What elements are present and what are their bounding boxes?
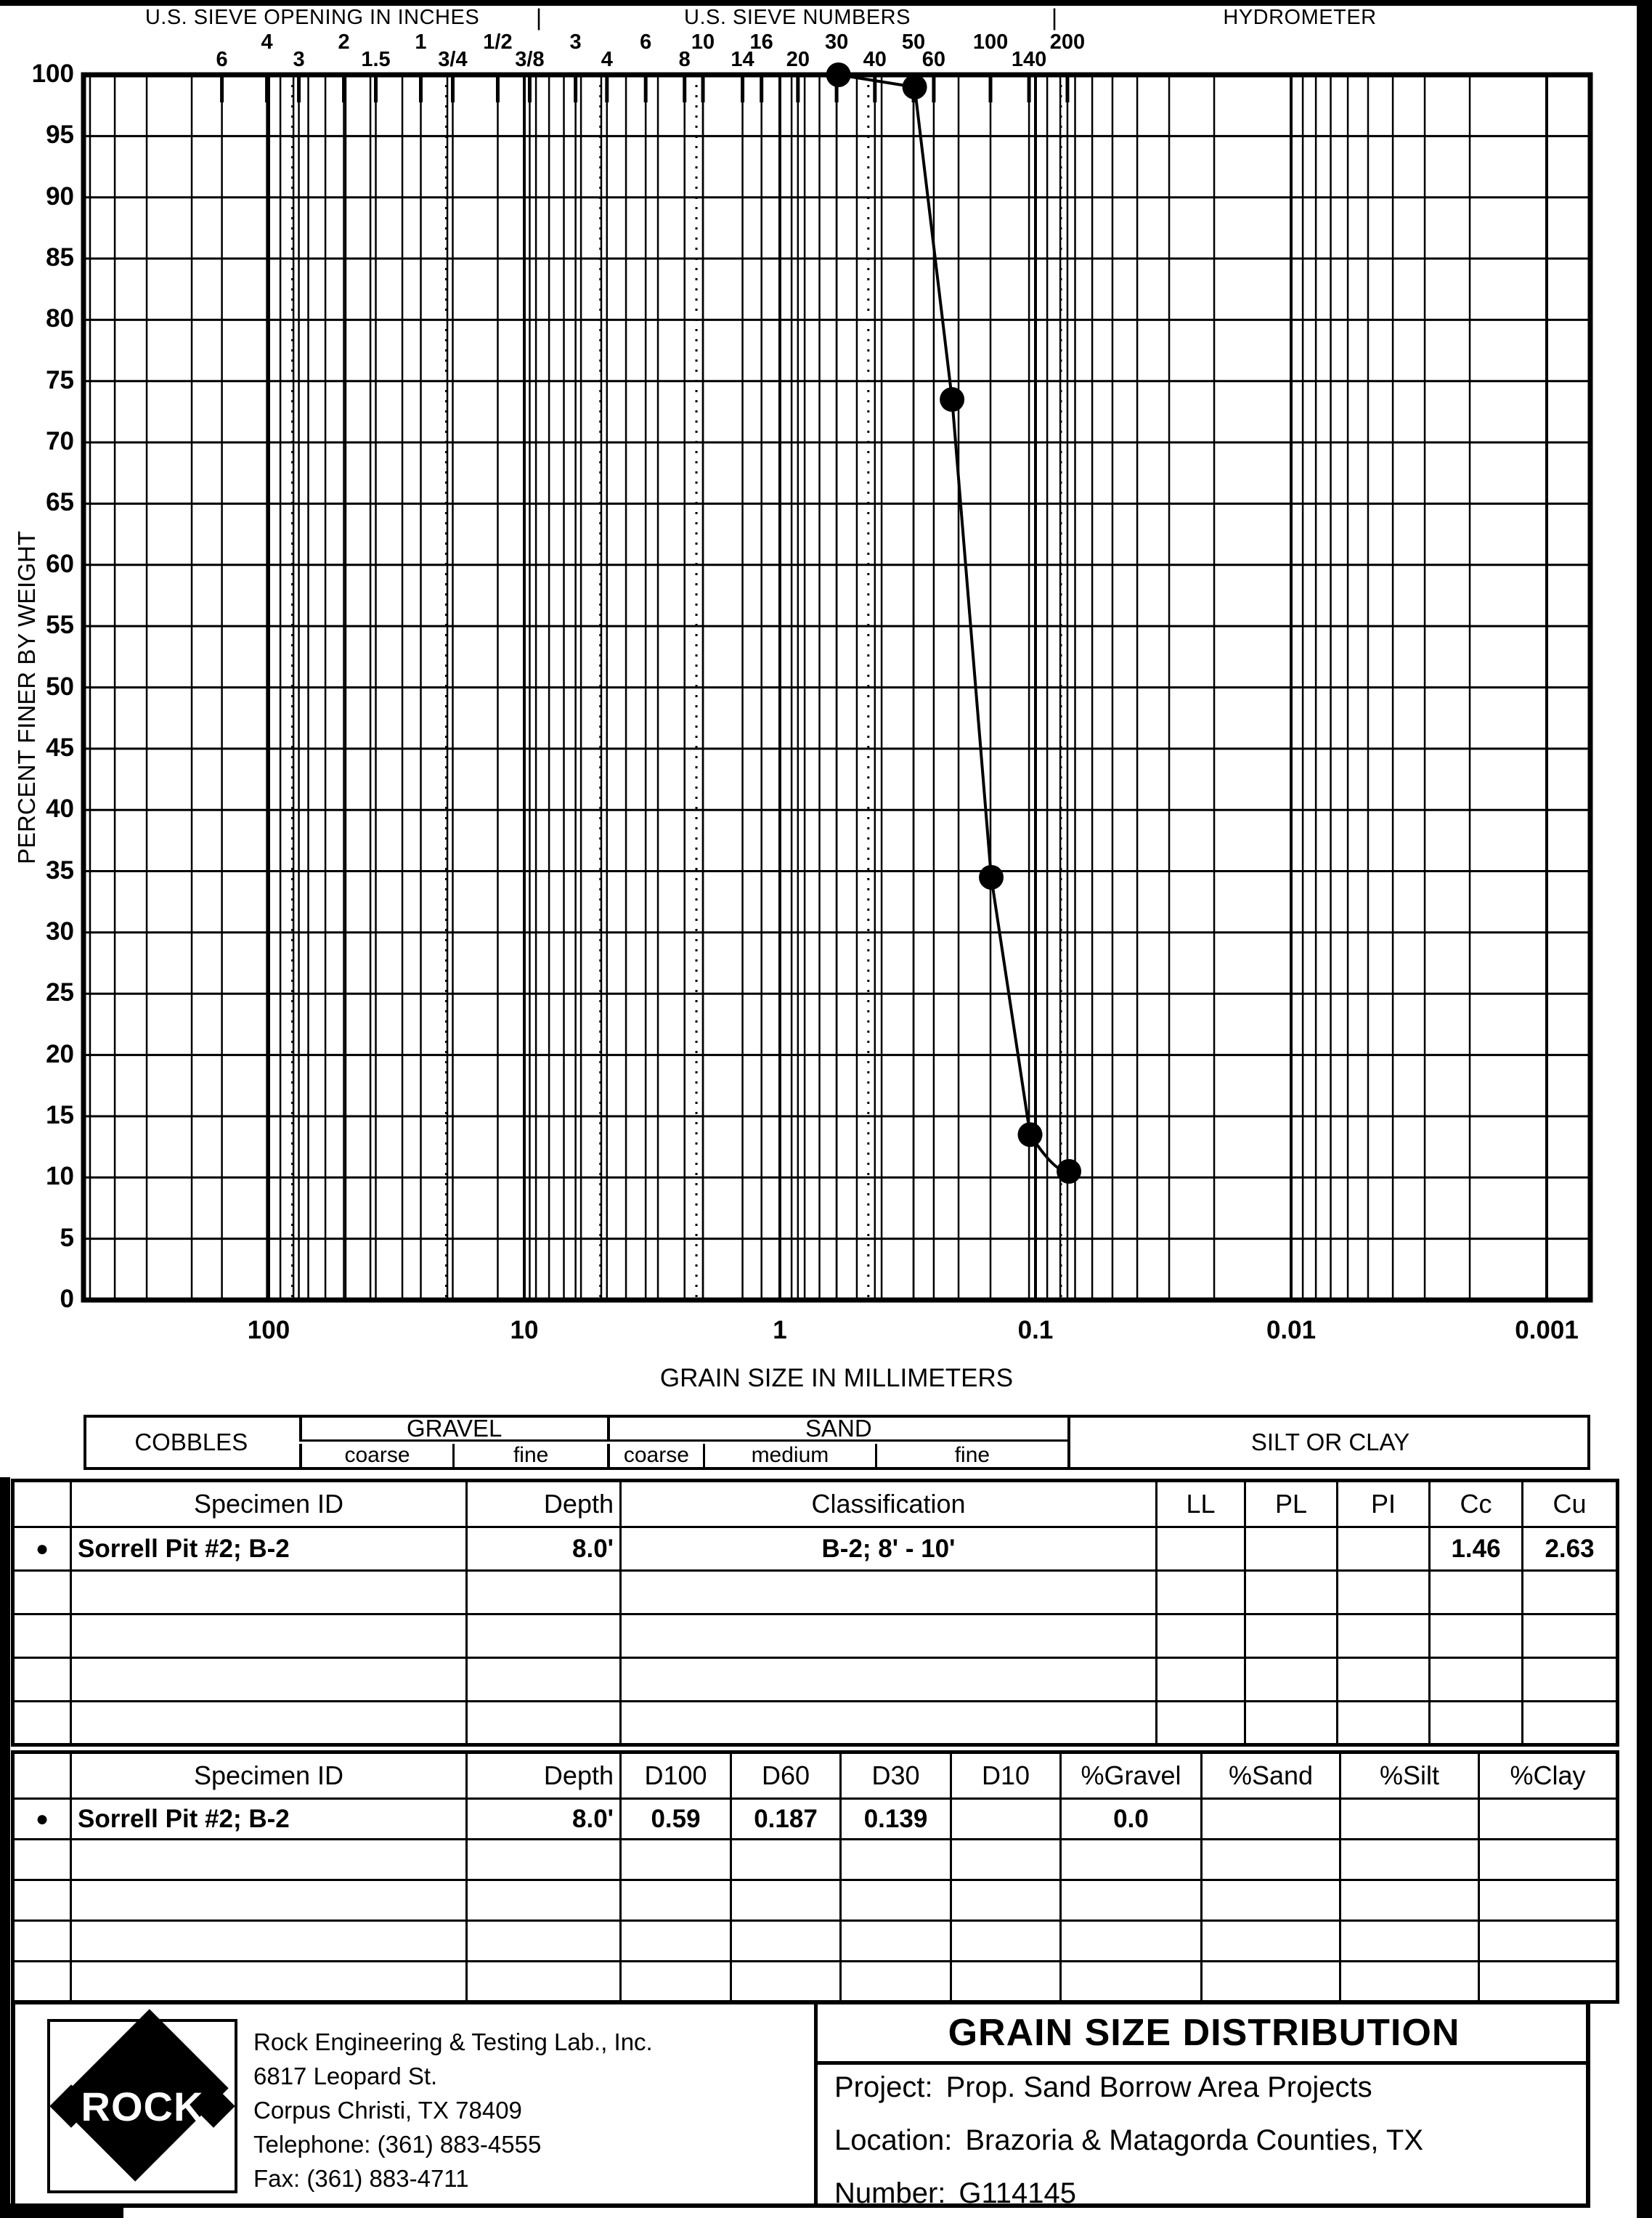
project-label: Project: [834,2071,933,2103]
sieve-size-label: 4 [261,31,273,54]
y-axis-tick-label: 45 [46,733,74,762]
table-cell: ● [13,1799,71,1840]
company-info-line: Corpus Christi, TX 78409 [253,2097,522,2124]
x-axis-tick-label: 0.001 [1515,1316,1579,1344]
y-axis-tick-label: 90 [46,182,74,211]
sieve-size-label: 50 [901,31,926,54]
table-row [13,1962,1618,2002]
table-cell [1338,1658,1430,1702]
number-label: Number: [834,2177,946,2209]
y-axis-tick-label: 25 [46,978,74,1007]
table-cell [951,1799,1061,1840]
table-cell [1479,1921,1618,1962]
scan-artifact-left-edge [0,1477,10,2218]
table-header-row [13,1481,1618,1527]
table-cell [1338,1702,1430,1745]
table-cell [71,1614,467,1658]
data-point [940,387,964,412]
classification-cell: coarse [299,1444,453,1467]
table-cell [13,1614,71,1658]
y-axis-tick-label: 60 [46,549,74,578]
number-field [834,2177,1076,2210]
sieve-size-label: 40 [863,48,887,71]
table-cell [467,1840,621,1880]
table-row [13,1571,1618,1614]
table-row [13,1799,1618,1840]
header-separator-1: | [535,4,542,31]
y-axis-tick-label: 65 [46,488,74,517]
x-axis-tick-label: 100 [247,1316,290,1344]
table-cell: ● [13,1527,71,1571]
table-cell: 0.0 [1061,1799,1202,1840]
column-header: %Gravel [1061,1752,1202,1799]
table-cell [621,1658,1157,1702]
sieve-size-label: 2 [338,31,350,54]
table-cell [1340,1921,1479,1962]
table-cell [1523,1571,1618,1614]
table-cell [1523,1702,1618,1745]
sieve-size-label: 1 [415,31,427,54]
sieve-size-label: 3 [293,48,305,71]
table-cell: 8.0' [467,1799,621,1840]
table-cell [731,1840,841,1880]
title-block [11,2000,1590,2208]
table-cell [951,1962,1061,2002]
column-header [13,1481,71,1527]
y-axis-tick-label: 70 [46,427,74,456]
table-cell [71,1880,467,1921]
table-cell [467,1658,621,1702]
table-cell [621,1880,731,1921]
data-point [1057,1159,1081,1184]
company-info-line: Rock Engineering & Testing Lab., Inc. [253,2028,653,2055]
table-cell: Sorrell Pit #2; B-2 [71,1799,467,1840]
table-cell [467,1880,621,1921]
table-cell: 2.63 [1523,1527,1618,1571]
table-cell [13,1840,71,1880]
us-sieve-inches-title: U.S. SIEVE OPENING IN INCHES [145,6,480,29]
table-cell [1061,1840,1202,1880]
column-header: D30 [841,1752,951,1799]
table-row [13,1658,1618,1702]
table-cell [71,1840,467,1880]
table-cell [1523,1614,1618,1658]
soil-classification-bar [84,1415,1590,1470]
column-header: Depth [467,1752,621,1799]
table-cell [467,1571,621,1614]
column-header [13,1752,71,1799]
classification-cell: GRAVEL [299,1418,607,1442]
y-axis-tick-label: 55 [46,611,74,640]
column-header: %Clay [1479,1752,1618,1799]
us-sieve-numbers-title: U.S. SIEVE NUMBERS [684,6,911,29]
y-axis-tick-label: 0 [60,1285,74,1313]
logo-text: ROCK [81,2083,204,2129]
table-cell [1245,1702,1338,1745]
sieve-size-label: 6 [640,31,652,54]
sieve-size-label: 4 [601,48,613,71]
x-axis-tick-label: 1 [773,1316,787,1344]
sieve-size-label: 8 [678,48,691,71]
column-header: PI [1338,1481,1430,1527]
data-point [979,865,1004,890]
table-cell: 8.0' [467,1527,621,1571]
y-axis-tick-label: 95 [46,121,74,150]
table-cell [1479,1880,1618,1921]
company-info-line: Fax: (361) 883-4711 [253,2165,469,2192]
table-cell [1202,1880,1340,1921]
sieve-size-label: 3/4 [438,48,468,71]
company-info-line: 6817 Leopard St. [253,2063,438,2089]
y-axis-tick-label: 85 [46,243,74,272]
table-cell [621,1571,1157,1614]
table-cell [71,1571,467,1614]
sieve-size-label: 100 [972,31,1009,54]
table-cell [1157,1527,1245,1571]
header-separator-2: | [1051,4,1058,31]
table-cell [1340,1962,1479,2002]
sieve-size-label: 1/2 [483,31,513,54]
table-cell [841,1962,951,2002]
location-label: Location: [834,2124,953,2156]
classification-cell: medium [703,1444,875,1467]
y-axis-tick-label: 10 [46,1162,74,1191]
y-axis-tick-label: 35 [46,856,74,885]
table-cell [1340,1799,1479,1840]
x-axis-tick-label: 0.1 [1017,1316,1054,1344]
column-header: Cc [1430,1481,1523,1527]
column-header: D60 [731,1752,841,1799]
table-cell [467,1962,621,2002]
table-cell [1338,1527,1430,1571]
y-axis-title: PERCENT FINER BY WEIGHT [13,530,40,864]
y-axis-tick-label: 75 [46,365,74,394]
table-cell [621,1840,731,1880]
column-header: PL [1245,1481,1338,1527]
data-point [903,75,927,99]
classification-cell: SAND [607,1418,1067,1442]
table-cell [1157,1658,1245,1702]
table-cell [1202,1962,1340,2002]
column-header: D10 [951,1752,1061,1799]
table-cell: B-2; 8' - 10' [621,1527,1157,1571]
table-cell [1061,1921,1202,1962]
table-row [13,1702,1618,1745]
x-axis-title: GRAIN SIZE IN MILLIMETERS [659,1364,1014,1392]
column-header: Specimen ID [71,1752,467,1799]
report-title-box [818,2004,1590,2065]
classification-cell: SILT OR CLAY [1067,1418,1590,1467]
sieve-size-label: 1.5 [361,48,391,71]
sieve-size-label: 30 [824,31,849,54]
location-field [834,2124,1423,2157]
specimen-gradation-table [11,1750,1619,2004]
project-field [834,2071,1372,2104]
table-cell [1202,1840,1340,1880]
y-axis-tick-label: 80 [46,304,74,333]
table-cell [841,1880,951,1921]
sieve-size-label: 3 [569,31,582,54]
table-cell [467,1921,621,1962]
table-cell [13,1880,71,1921]
table-cell [1061,1880,1202,1921]
number-value: G114145 [959,2177,1077,2209]
table-cell [731,1921,841,1962]
table-cell [1479,1840,1618,1880]
y-axis-tick-label: 50 [46,672,74,701]
table-cell: 0.139 [841,1799,951,1840]
table-cell [731,1880,841,1921]
table-cell [841,1840,951,1880]
table-cell [71,1962,467,2002]
table-cell [1245,1571,1338,1614]
column-header: Cu [1523,1481,1618,1527]
column-header: %Silt [1340,1752,1479,1799]
specimen-classification-table [11,1479,1619,1747]
table-cell: 0.59 [621,1799,731,1840]
classification-cell: fine [452,1444,606,1467]
table-row [13,1527,1618,1571]
column-header: %Sand [1202,1752,1340,1799]
table-cell [1202,1921,1340,1962]
classification-cell: COBBLES [134,1429,248,1455]
table-cell [13,1921,71,1962]
table-cell [951,1840,1061,1880]
y-axis-tick-label: 30 [46,917,74,946]
table-cell [467,1614,621,1658]
sieve-size-label: 16 [749,31,773,54]
data-point [826,62,851,87]
x-axis-tick-label: 0.01 [1266,1316,1317,1344]
sieve-size-label: 3/8 [515,48,545,71]
table-cell: 0.187 [731,1799,841,1840]
table-cell [951,1880,1061,1921]
table-header-row [13,1752,1618,1799]
project-value: Prop. Sand Borrow Area Projects [945,2071,1372,2103]
sieve-size-label: 10 [691,31,715,54]
hydrometer-title: HYDROMETER [1223,6,1377,29]
table-cell [467,1702,621,1745]
table-cell [1430,1658,1523,1702]
table-cell [951,1921,1061,1962]
sieve-size-label: 140 [1011,48,1047,71]
table-cell [1061,1962,1202,2002]
table-cell [71,1921,467,1962]
table-row [13,1921,1618,1962]
data-point [1018,1122,1043,1147]
table-cell [1202,1799,1340,1840]
table-row [13,1614,1618,1658]
report-title: GRAIN SIZE DISTRIBUTION [948,2012,1460,2054]
table-cell [621,1921,731,1962]
table-cell [1157,1702,1245,1745]
table-cell [731,1962,841,2002]
table-cell [1340,1880,1479,1921]
sieve-size-label: 6 [216,48,228,71]
table-cell [1430,1702,1523,1745]
company-info-line: Telephone: (361) 883-4555 [253,2131,542,2158]
table-cell [13,1658,71,1702]
table-cell [1430,1571,1523,1614]
sieve-size-label: 14 [731,48,754,71]
table-cell [1245,1614,1338,1658]
table-cell [1245,1527,1338,1571]
table-cell [1523,1658,1618,1702]
table-cell [1479,1962,1618,2002]
table-cell: 1.46 [1430,1527,1523,1571]
y-axis-tick-label: 5 [60,1223,74,1252]
column-header: Depth [467,1481,621,1527]
y-axis-tick-label: 40 [46,795,74,824]
table-cell [621,1614,1157,1658]
y-axis-tick-label: 20 [46,1039,74,1068]
column-header: Specimen ID [71,1481,467,1527]
classification-cell: coarse [607,1444,703,1467]
sieve-size-label: 200 [1049,31,1086,54]
location-value: Brazoria & Matagorda Counties, TX [965,2124,1424,2156]
column-header: Classification [621,1481,1157,1527]
sieve-size-label: 60 [921,48,946,71]
y-axis-tick-label: 15 [46,1100,74,1129]
table-cell [1340,1840,1479,1880]
table-cell [1157,1571,1245,1614]
x-axis-tick-label: 10 [510,1316,539,1344]
table-cell [1157,1614,1245,1658]
table-cell [71,1658,467,1702]
table-row [13,1880,1618,1921]
table-cell [71,1702,467,1745]
table-cell [1430,1614,1523,1658]
table-cell: Sorrell Pit #2; B-2 [71,1527,467,1571]
table-cell [1338,1614,1430,1658]
table-cell [13,1702,71,1745]
table-cell [621,1962,731,2002]
table-cell [1245,1658,1338,1702]
table-cell [13,1962,71,2002]
table-row [13,1840,1618,1880]
table-cell [841,1921,951,1962]
rock-logo [47,2019,237,2193]
table-cell [1338,1571,1430,1614]
table-cell [1479,1799,1618,1840]
company-info [253,2025,653,2195]
column-header: D100 [621,1752,731,1799]
table-cell [13,1571,71,1614]
column-header: LL [1157,1481,1245,1527]
classification-cell: fine [875,1444,1067,1467]
table-cell [621,1702,1157,1745]
sieve-size-label: 20 [786,48,810,71]
y-axis-tick-label: 100 [31,60,74,88]
